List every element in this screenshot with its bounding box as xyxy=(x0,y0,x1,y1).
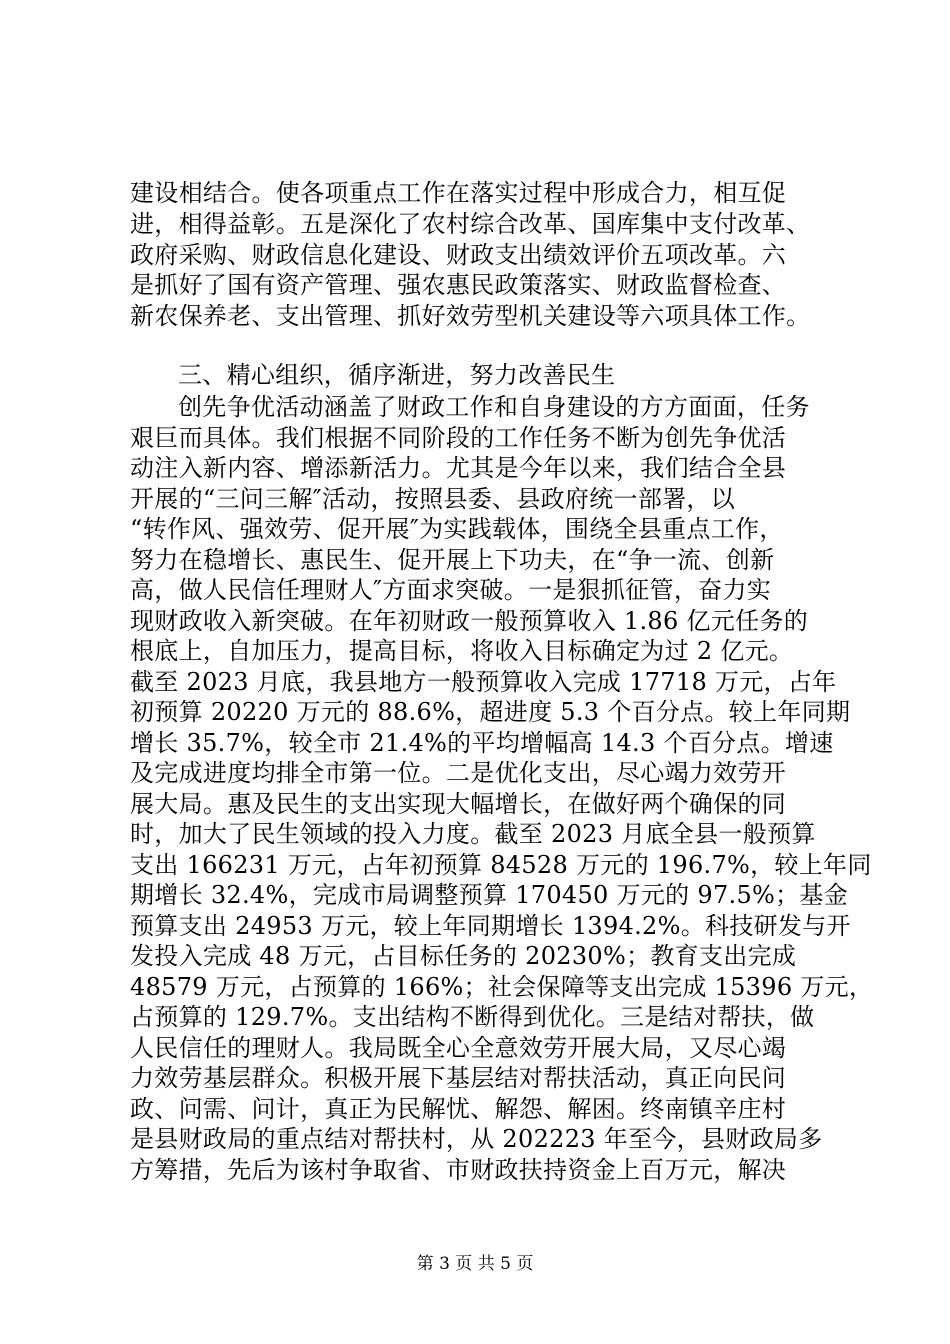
paragraph-line: 建设相结合。使各项重点工作在落实过程中形成合力，相互促 xyxy=(130,179,787,207)
paragraph-line: 开展的“三问三解″活动，按照县委、县政府统一部署，以 xyxy=(130,485,736,513)
section-heading: 三、精心组织，循序渐进，努力改善民生 xyxy=(178,361,616,389)
paragraph-line: 是县财政局的重点结对帮扶村，从 202223 年至今，县财政局多 xyxy=(130,1125,823,1153)
paragraph-line: 艰巨而具体。我们根据不同阶段的工作任务不断为创先争优活 xyxy=(130,424,787,452)
paragraph-line: 高，做人民信任理财人″方面求突破。一是狠抓征管，奋力实 xyxy=(130,576,772,604)
paragraph-line: 人民信任的理财人。我局既全心全意效劳开展大局，又尽心竭 xyxy=(130,1034,787,1062)
paragraph-line: 方筹措，先后为该村争取省、市财政扶持资金上百万元，解决 xyxy=(130,1156,787,1184)
paragraph-line: 政府采购、财政信息化建设、财政支出绩效评价五项改革。六 xyxy=(130,241,787,269)
paragraph-line: 展大局。惠及民生的支出实现大幅增长，在做好两个确保的同 xyxy=(130,790,787,818)
paragraph-line: 力效劳基层群众。积极开展下基层结对帮扶活动，真正向民问 xyxy=(130,1064,787,1092)
paragraph-line: 进，相得益彰。五是深化了农村综合改革、国库集中支付改革、 xyxy=(130,210,811,238)
paragraph-line: 及完成进度均排全市第一位。二是优化支出，尽心竭力效劳开 xyxy=(130,759,787,787)
paragraph-line: 预算支出 24953 万元，较上年同期增长 1394.2%。科技研发与开 xyxy=(130,912,851,940)
paragraph-line: 截至 2023 月底，我县地方一般预算收入完成 17718 万元，占年 xyxy=(130,668,837,696)
paragraph-line: 是抓好了国有资产管理、强农惠民政策落实、财政监督检查、 xyxy=(130,271,787,299)
paragraph-line: 新农保养老、支出管理、抓好效劳型机关建设等六项具体工作。 xyxy=(130,302,811,330)
paragraph-line: 时，加大了民生领域的投入力度。截至 2023 月底全县一般预算 xyxy=(130,820,816,848)
paragraph-line: 初预算 20220 万元的 88.6%，超进度 5.3 个百分点。较上年同期 xyxy=(130,698,851,726)
paragraph-line: 48579 万元，占预算的 166%；社会保障等支出完成 15396 万元， xyxy=(130,973,874,1001)
page-footer: 第 3 页 共 5 页 xyxy=(416,1254,534,1274)
paragraph-line: 动注入新内容、增添新活力。尤其是今年以来，我们结合全县 xyxy=(130,454,787,482)
paragraph-line: “转作风、强效劳、促开展″为实践载体，围绕全县重点工作， xyxy=(130,515,784,543)
paragraph-line: 期增长 32.4%，完成市局调整预算 170450 万元的 97.5%；基金 xyxy=(130,881,849,909)
paragraph-line: 努力在稳增长、惠民生、促开展上下功夫，在“争一流、创新 xyxy=(130,546,775,574)
paragraph-line: 占预算的 129.7%。支出结构不断得到优化。三是结对帮扶，做 xyxy=(130,1003,815,1031)
paragraph-line: 政、问需、问计，真正为民解忧、解怨、解困。终南镇辛庄村 xyxy=(130,1095,787,1123)
paragraph-line: 创先争优活动涵盖了财政工作和自身建设的方方面面，任务 xyxy=(178,393,810,421)
paragraph-line: 增长 35.7%，较全市 21.4%的平均增幅高 14.3 个百分点。增速 xyxy=(130,729,834,757)
paragraph-line: 发投入完成 48 万元，占目标任务的 20230%；教育支出完成 xyxy=(130,942,797,970)
paragraph-line: 现财政收入新突破。在年初财政一般预算收入 1.86 亿元任务的 xyxy=(130,607,808,635)
paragraph-line: 支出 166231 万元，占年初预算 84528 万元的 196.7%，较上年同 xyxy=(130,851,872,879)
paragraph-line: 根底上，自加压力，提高目标，将收入目标确定为过 2 亿元。 xyxy=(130,637,794,665)
